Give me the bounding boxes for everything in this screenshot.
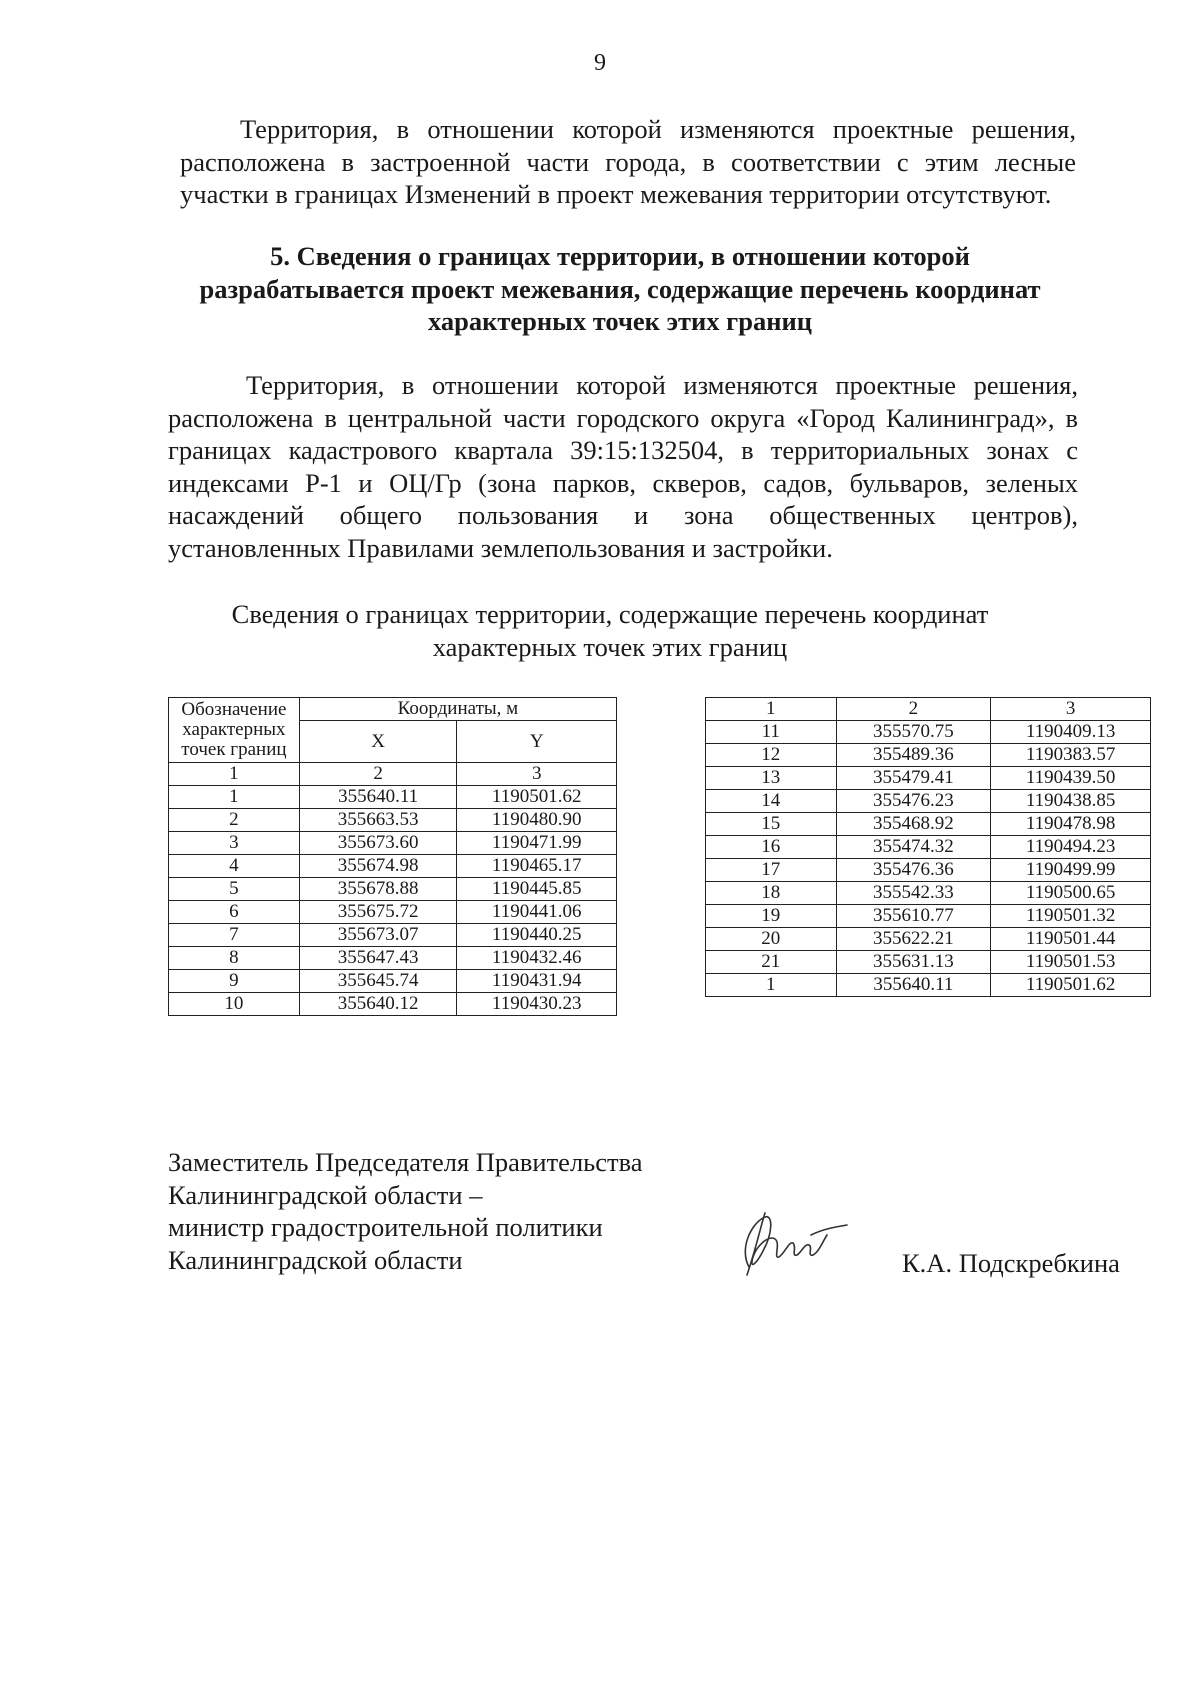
y-coordinate-cell: 1190500.65 bbox=[991, 882, 1151, 905]
x-coordinate-cell: 355476.23 bbox=[836, 790, 991, 813]
signatory-title bbox=[168, 1146, 728, 1276]
table-row bbox=[706, 721, 1151, 744]
x-coordinate-cell: 355673.60 bbox=[299, 832, 457, 855]
x-coordinate-cell: 355631.13 bbox=[836, 951, 991, 974]
y-coordinate-cell: 1190501.62 bbox=[457, 786, 617, 809]
x-coordinate-cell: 355542.33 bbox=[836, 882, 991, 905]
x-coordinate-cell: 355474.32 bbox=[836, 836, 991, 859]
y-coordinate-cell: 1190478.98 bbox=[991, 813, 1151, 836]
header-designation: Обозначение характерных точек границ bbox=[169, 698, 300, 763]
x-coordinate-cell: 355647.43 bbox=[299, 947, 457, 970]
point-number-cell: 7 bbox=[169, 924, 300, 947]
column-number: 3 bbox=[457, 763, 617, 786]
header-y: Y bbox=[457, 721, 617, 763]
signatory-title-line: Калининградской области – bbox=[168, 1179, 483, 1210]
x-coordinate-cell: 355468.92 bbox=[836, 813, 991, 836]
point-number-cell: 6 bbox=[169, 901, 300, 924]
y-coordinate-cell: 1190441.06 bbox=[457, 901, 617, 924]
x-coordinate-cell: 355663.53 bbox=[299, 809, 457, 832]
column-number: 1 bbox=[169, 763, 300, 786]
signatory-name: К.А. Подскребкина bbox=[902, 1248, 1120, 1278]
point-number-cell: 16 bbox=[706, 836, 837, 859]
page-number: 9 bbox=[594, 50, 606, 76]
header-coordinates: Координаты, м bbox=[299, 698, 616, 721]
x-coordinate-cell: 355640.11 bbox=[836, 974, 991, 997]
table-row bbox=[706, 744, 1151, 767]
point-number-cell: 20 bbox=[706, 928, 837, 951]
x-coordinate-cell: 355675.72 bbox=[299, 901, 457, 924]
y-coordinate-cell: 1190465.17 bbox=[457, 855, 617, 878]
x-coordinate-cell: 355640.11 bbox=[299, 786, 457, 809]
column-number: 3 bbox=[991, 698, 1151, 721]
x-coordinate-cell: 355476.36 bbox=[836, 859, 991, 882]
point-number-cell: 21 bbox=[706, 951, 837, 974]
point-number-cell: 1 bbox=[706, 974, 837, 997]
table-row bbox=[169, 878, 617, 901]
x-coordinate-cell: 355622.21 bbox=[836, 928, 991, 951]
point-number-cell: 10 bbox=[169, 993, 300, 1016]
y-coordinate-cell: 1190501.32 bbox=[991, 905, 1151, 928]
point-number-cell: 17 bbox=[706, 859, 837, 882]
y-coordinate-cell: 1190471.99 bbox=[457, 832, 617, 855]
handwritten-signature bbox=[735, 1205, 850, 1280]
y-coordinate-cell: 1190409.13 bbox=[991, 721, 1151, 744]
table-row bbox=[169, 970, 617, 993]
signatory-title-line: министр градостроительной политики bbox=[168, 1212, 603, 1242]
x-coordinate-cell: 355645.74 bbox=[299, 970, 457, 993]
column-number: 2 bbox=[836, 698, 991, 721]
table-row bbox=[169, 809, 617, 832]
table-row bbox=[706, 836, 1151, 859]
y-coordinate-cell: 1190440.25 bbox=[457, 924, 617, 947]
header-x: X bbox=[299, 721, 457, 763]
column-number: 1 bbox=[706, 698, 837, 721]
paragraph-forest-plots: Территория, в отношении которой изменяются проектные решения, расположена в застроенной части города, в соответствии с этим лесные участки в границах Изменений в проект межевания территории отсутствуют. bbox=[180, 114, 1076, 209]
column-number: 2 bbox=[299, 763, 457, 786]
point-number-cell: 9 bbox=[169, 970, 300, 993]
point-number-cell: 4 bbox=[169, 855, 300, 878]
x-coordinate-cell: 355610.77 bbox=[836, 905, 991, 928]
x-coordinate-cell: 355479.41 bbox=[836, 767, 991, 790]
point-number-cell: 18 bbox=[706, 882, 837, 905]
x-coordinate-cell: 355678.88 bbox=[299, 878, 457, 901]
x-coordinate-cell: 355674.98 bbox=[299, 855, 457, 878]
table-row bbox=[706, 928, 1151, 951]
table-row bbox=[706, 974, 1151, 997]
table-row bbox=[169, 832, 617, 855]
y-coordinate-cell: 1190431.94 bbox=[457, 970, 617, 993]
y-coordinate-cell: 1190432.46 bbox=[457, 947, 617, 970]
table-row bbox=[706, 767, 1151, 790]
x-coordinate-cell: 355570.75 bbox=[836, 721, 991, 744]
point-number-cell: 19 bbox=[706, 905, 837, 928]
table-row bbox=[169, 993, 617, 1016]
table-row bbox=[169, 855, 617, 878]
table-row bbox=[706, 951, 1151, 974]
table-row bbox=[706, 905, 1151, 928]
coordinates-table-left bbox=[168, 697, 617, 1016]
y-coordinate-cell: 1190501.62 bbox=[991, 974, 1151, 997]
signatory-title-line: Заместитель Председателя Правительства bbox=[168, 1147, 643, 1177]
y-coordinate-cell: 1190383.57 bbox=[991, 744, 1151, 767]
point-number-cell: 11 bbox=[706, 721, 837, 744]
table-row bbox=[169, 924, 617, 947]
table-caption: Сведения о границах территории, содержащие перечень координат характерных точек этих границ bbox=[231, 599, 989, 662]
table-row bbox=[706, 813, 1151, 836]
point-number-cell: 3 bbox=[169, 832, 300, 855]
x-coordinate-cell: 355640.12 bbox=[299, 993, 457, 1016]
y-coordinate-cell: 1190445.85 bbox=[457, 878, 617, 901]
y-coordinate-cell: 1190438.85 bbox=[991, 790, 1151, 813]
section-heading: 5. Сведения о границах территории, в отношении которой разрабатывается проект межевания, содержащие перечень координат характерных точек этих границ bbox=[199, 241, 1041, 336]
x-coordinate-cell: 355489.36 bbox=[836, 744, 991, 767]
point-number-cell: 8 bbox=[169, 947, 300, 970]
y-coordinate-cell: 1190494.23 bbox=[991, 836, 1151, 859]
y-coordinate-cell: 1190501.53 bbox=[991, 951, 1151, 974]
paragraph-territory-location: Территория, в отношении которой изменяются проектные решения, расположена в центральной части городского округа «Город Калининград», в границах кадастрового квартала 39:15:132504, в территориальных зонах с индексами Р-1 и ОЦ/Гр (зона парков, скверов, садов, бульваров, зеленых насаждений общего пользования и зона общественных центров), установленных Правилами землепользования и застройки. bbox=[168, 370, 1078, 563]
point-number-cell: 12 bbox=[706, 744, 837, 767]
x-coordinate-cell: 355673.07 bbox=[299, 924, 457, 947]
table-row bbox=[706, 882, 1151, 905]
y-coordinate-cell: 1190430.23 bbox=[457, 993, 617, 1016]
table-row bbox=[169, 786, 617, 809]
y-coordinate-cell: 1190480.90 bbox=[457, 809, 617, 832]
y-coordinate-cell: 1190501.44 bbox=[991, 928, 1151, 951]
point-number-cell: 5 bbox=[169, 878, 300, 901]
point-number-cell: 14 bbox=[706, 790, 837, 813]
coordinates-table-right bbox=[705, 697, 1151, 997]
y-coordinate-cell: 1190499.99 bbox=[991, 859, 1151, 882]
table-row bbox=[169, 901, 617, 924]
point-number-cell: 2 bbox=[169, 809, 300, 832]
point-number-cell: 13 bbox=[706, 767, 837, 790]
point-number-cell: 15 bbox=[706, 813, 837, 836]
table-row bbox=[169, 947, 617, 970]
table-row bbox=[706, 790, 1151, 813]
y-coordinate-cell: 1190439.50 bbox=[991, 767, 1151, 790]
signatory-title-line: Калининградской области bbox=[168, 1244, 463, 1275]
point-number-cell: 1 bbox=[169, 786, 300, 809]
table-row bbox=[706, 859, 1151, 882]
